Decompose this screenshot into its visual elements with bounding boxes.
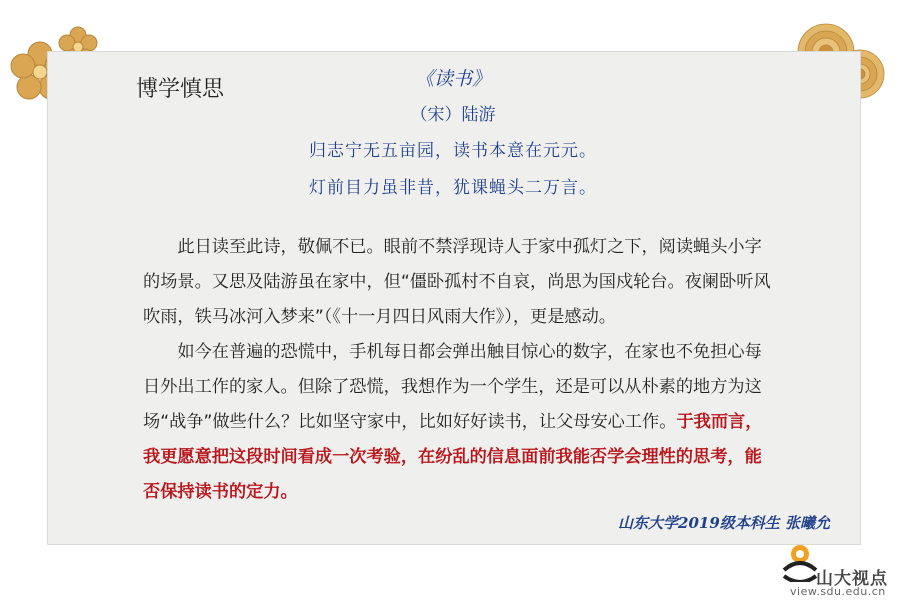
content-panel bbox=[47, 51, 861, 545]
poem-title: 《读书》 bbox=[414, 68, 491, 90]
essay-paragraph-2 bbox=[143, 335, 771, 510]
watermark-url: view.sdu.edu.cn bbox=[790, 585, 886, 598]
essay-body bbox=[143, 230, 771, 510]
author-signature: 山东大学2019级本科生 张曦允 bbox=[618, 514, 830, 532]
watermark bbox=[780, 538, 900, 600]
essay-paragraph-1: 此日读至此诗，敬佩不已。眼前不禁浮现诗人于家中孤灯之下，阅读蝇头小字的场景。又思及陆游虽在家中，但“僵卧孤村不自哀，尚思为国戍轮台。夜阑卧听风吹雨，铁马冰河入梦来”（《十一月四日风雨大作》），更是感动。 bbox=[143, 237, 771, 327]
section-title: 博学慎思 bbox=[136, 77, 225, 102]
essay-emphasis-text: 于我而言，我更愿意把这段时间看成一次考验，在纷乱的信息面前我能否学会理性的思考，能否保持读书的定力。 bbox=[143, 412, 763, 502]
essay-paragraph-2-text: 如今在普遍的恐慌中，手机每日都会弹出触目惊心的数字，在家也不免担心每日外出工作的家人。但除了恐慌，我想作为一个学生，还是可以从朴素的地方为这场“战争”做些什么？比如坚守家中，比如好好读书，让父母安心工作。 bbox=[143, 342, 762, 432]
poem-author: （宋）陆游 bbox=[410, 105, 496, 125]
poem-line-1: 归志宁无五亩园，读书本意在元元。 bbox=[309, 141, 597, 161]
poem-line-2: 灯前目力虽非昔，犹课蝇头二万言。 bbox=[309, 178, 597, 198]
watermark-logo-text: 山大视点 bbox=[816, 569, 888, 589]
